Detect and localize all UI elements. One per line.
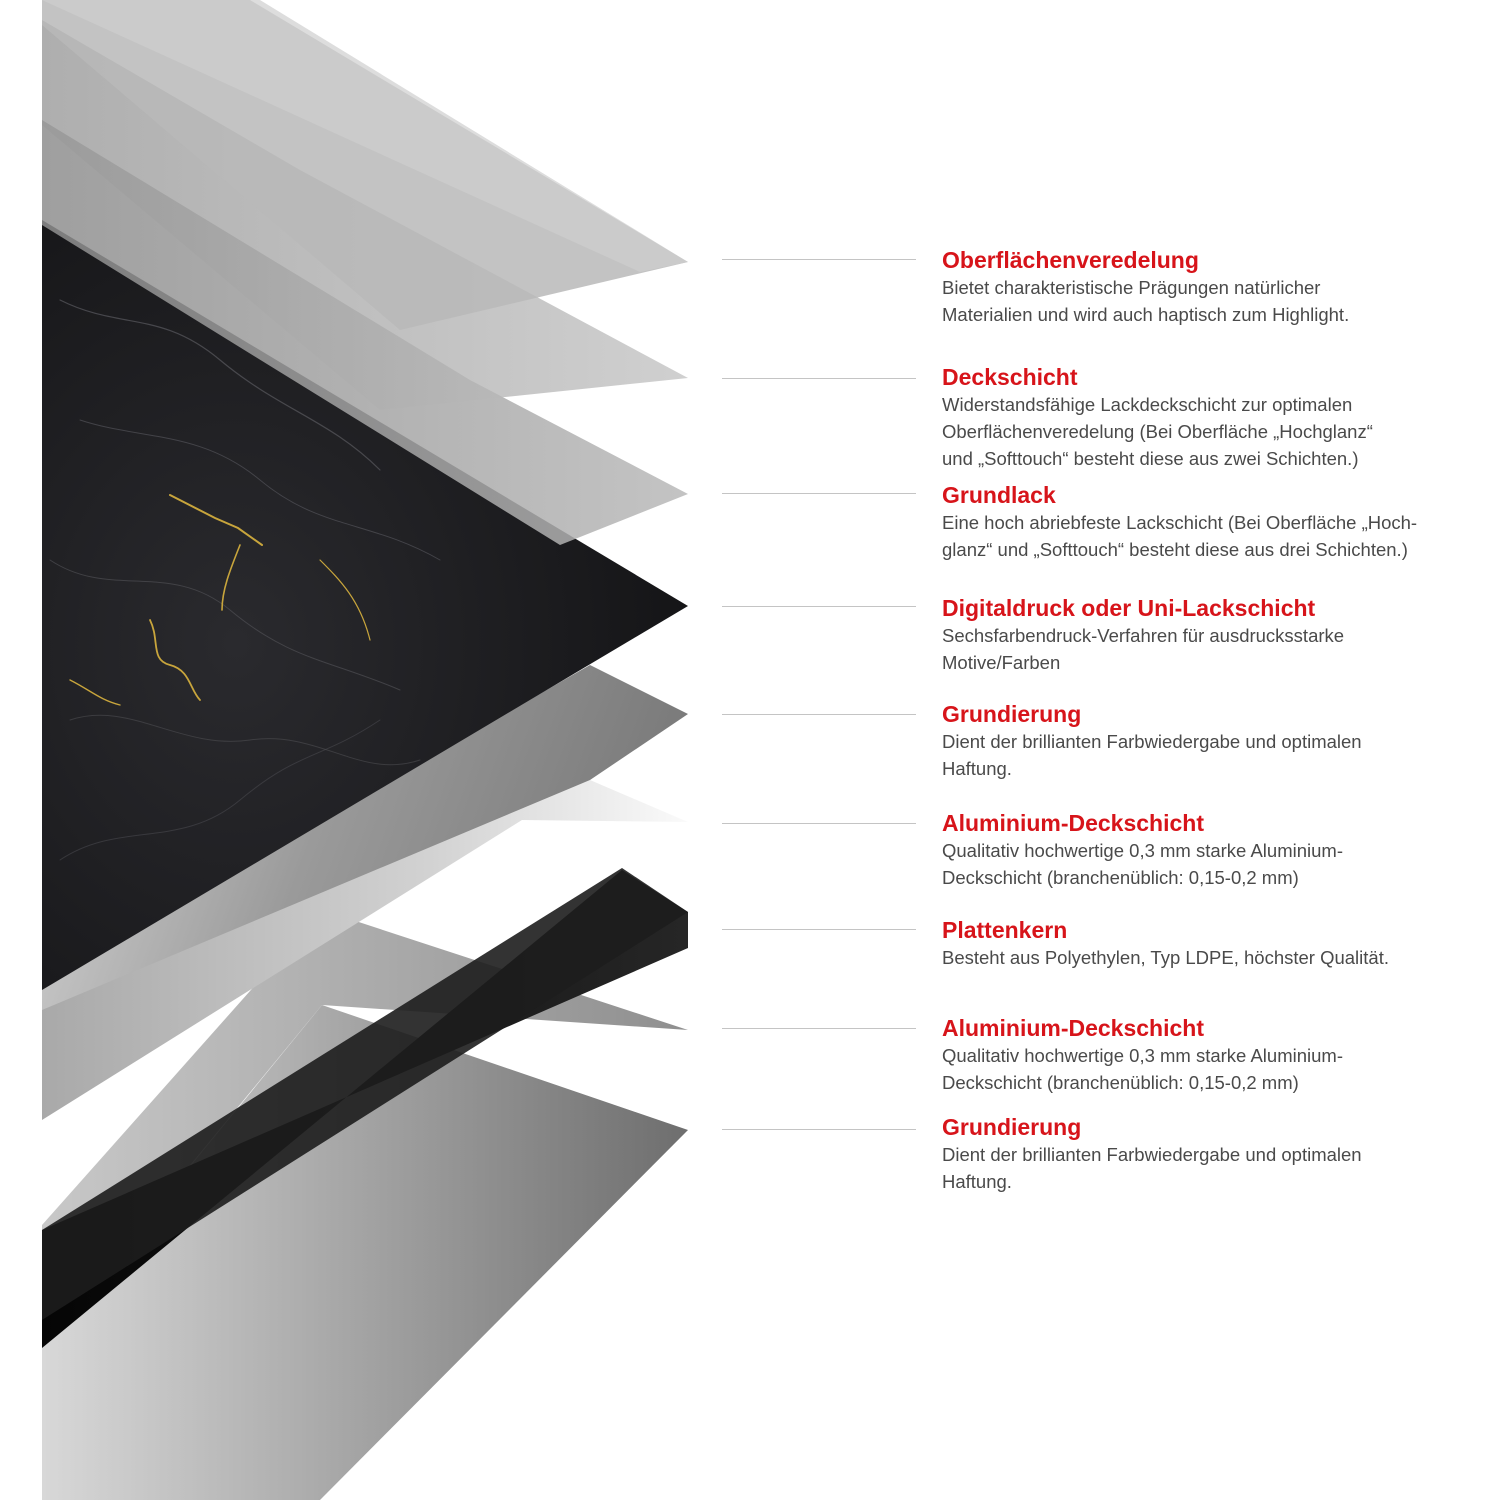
layer-title: Deckschicht <box>942 364 1078 390</box>
layer-description: Bietet charakteristische Prägungen natürlicher Materialien und wird auch haptisch zum Highlight. <box>942 277 1350 325</box>
leader-line-8 <box>722 1028 916 1029</box>
layer-title: Grundierung <box>942 1114 1082 1140</box>
layer-title: Digitaldruck oder Uni-Lackschicht <box>942 595 1316 621</box>
layer-description: Besteht aus Polyethylen, Typ LDPE, höchster Qualität. <box>942 947 1389 968</box>
layer-description: Dient der brillianten Farbwiedergabe und optimalen Haftung. <box>942 731 1362 779</box>
layer-title: Grundierung <box>942 701 1082 727</box>
leader-line-5 <box>722 714 916 715</box>
layer-label-topcoat <box>942 363 1482 472</box>
layer-title: Plattenkern <box>942 917 1068 943</box>
leader-line-4 <box>722 606 916 607</box>
layer-description: Qualitativ hochwertige 0,3 mm starke Aluminium- Deckschicht (branchenüblich: 0,15-0,2 mm) <box>942 840 1343 888</box>
layer-label-aluminium-top <box>942 809 1482 891</box>
layer-label-primer-bottom <box>942 1113 1482 1195</box>
leader-line-3 <box>722 493 916 494</box>
layer-description: Sechsfarbendruck-Verfahren für ausdrucksstarke Motive/Farben <box>942 625 1345 673</box>
layer-label-core <box>942 916 1482 971</box>
layer-label-base-lacquer <box>942 481 1482 563</box>
layer-title: Aluminium-Deckschicht <box>942 810 1204 836</box>
layer-label-primer <box>942 700 1482 782</box>
leader-line-6 <box>722 823 916 824</box>
leader-line-9 <box>722 1129 916 1130</box>
layer-title: Oberflächenveredelung <box>942 247 1199 273</box>
layer-description: Widerstandsfähige Lackdeckschicht zur optimalen Oberflächenveredelung (Bei Oberfläche „Hochglanz“ und „Softtouch“ besteht diese aus zwei Schichten.) <box>942 394 1373 469</box>
leader-line-7 <box>722 929 916 930</box>
layer-description: Dient der brillianten Farbwiedergabe und optimalen Haftung. <box>942 1144 1362 1192</box>
layer-description: Eine hoch abriebfeste Lackschicht (Bei Oberfläche „Hoch- glanz“ und „Softtouch“ besteht diese aus drei Schichten.) <box>942 512 1418 560</box>
layer-title: Grundlack <box>942 482 1056 508</box>
leader-line-2 <box>722 378 916 379</box>
layer-label-digital-print <box>942 594 1482 676</box>
leader-line-1 <box>722 259 916 260</box>
layer-description: Qualitativ hochwertige 0,3 mm starke Aluminium- Deckschicht (branchenüblich: 0,15-0,2 mm) <box>942 1045 1343 1093</box>
layer-title: Aluminium-Deckschicht <box>942 1015 1204 1041</box>
layer-label-surface-finish <box>942 246 1482 328</box>
layer-label-aluminium-bottom <box>942 1014 1482 1096</box>
